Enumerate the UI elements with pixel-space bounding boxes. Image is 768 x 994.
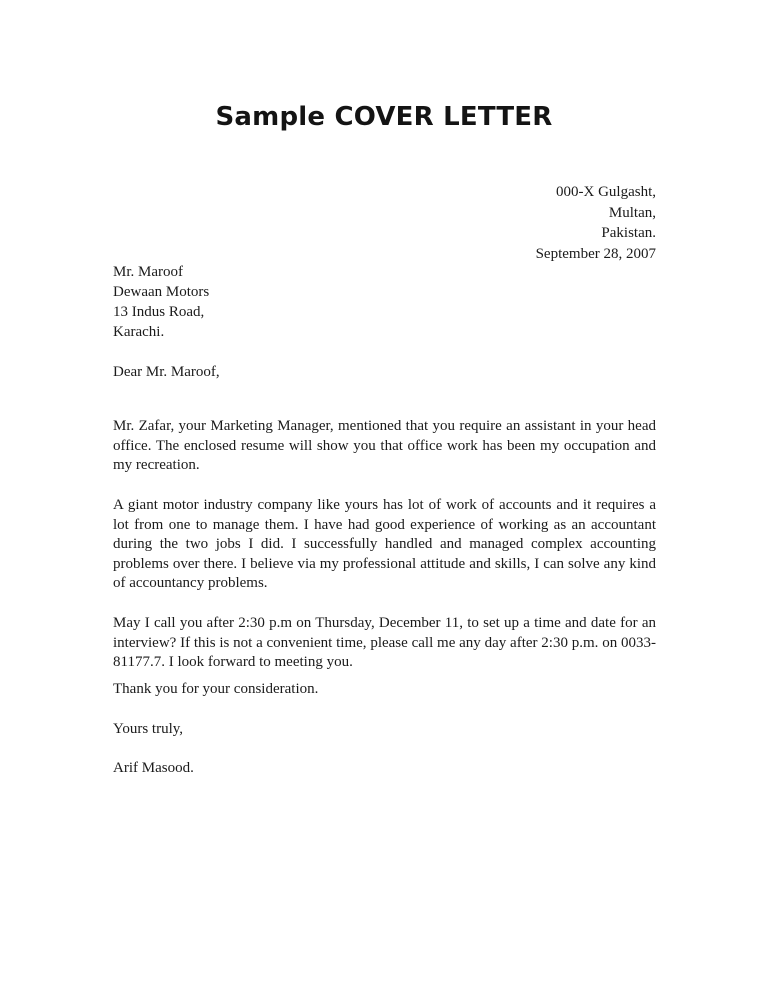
page-title: Sample COVER LETTER [215,102,553,133]
body-paragraph-2: A giant motor industry company like yours has lot of work of accounts and it requires a lot from one to manage them. I have had good experience of working as an accountant during the two jobs I did. I successfully handled and managed complex accounting problems over there. I believe via my professional attitude and skills, I can solve any kind of accountancy problems. [113,497,656,592]
signature-name: Arif Masood. [113,760,194,776]
body-paragraph-1: Mr. Zafar, your Marketing Manager, mentioned that you require an assistant in your head office. The enclosed resume will show you that office work has been my occupation and my recreation. [113,418,656,474]
recipient-company: Dewaan Motors [113,284,210,300]
body-paragraph-3: May I call you after 2:30 p.m on Thursday, December 11, to set up a time and date for an interview? If this is not a convenient time, please call me any day after 2:30 p.m. on 0033-81177.7. I look forward to meeting you. [113,615,656,671]
closing-thanks: Thank you for your consideration. [113,681,319,697]
sender-address-line-city: Multan, [608,204,656,221]
sender-address-block [113,182,656,264]
sender-address-line-street: 000-X Gulgasht, [556,184,656,200]
recipient-address-block [113,262,656,342]
closing-valediction: Yours truly, [113,721,184,737]
recipient-name: Mr. Maroof [113,264,183,280]
recipient-street: 13 Indus Road, [113,304,205,320]
recipient-city: Karachi. [113,324,165,340]
salutation: Dear Mr. Maroof, [113,364,220,380]
sender-address-line-country: Pakistan. [601,225,656,241]
letter-date: September 28, 2007 [535,245,656,262]
